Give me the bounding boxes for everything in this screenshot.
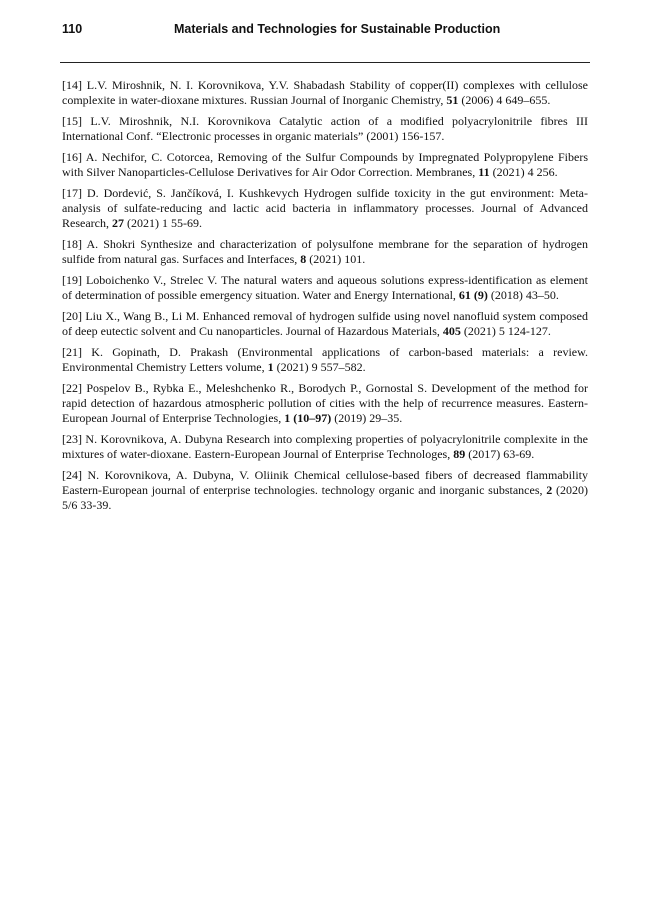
- reference-item: [62, 381, 588, 426]
- reference-volume: 1 (10–97): [284, 411, 332, 425]
- reference-text: [20] Liu X., Wang B., Li M. Enhanced removal of hydrogen sulfide using novel nanofluid system composed of deep eutectic solvent and Cu nanoparticles. Journal of Hazardous Materials,: [62, 309, 588, 338]
- reference-volume: 51: [446, 93, 459, 107]
- reference-volume: 27: [111, 216, 124, 230]
- reference-tail: (2021) 1 55-69.: [123, 216, 202, 230]
- reference-volume: 61 (9): [458, 288, 488, 302]
- reference-item: [62, 150, 588, 180]
- reference-volume: 11: [478, 165, 490, 179]
- reference-item: [62, 237, 588, 267]
- reference-text: [23] N. Korovnikova, A. Dubyna Research into complexing properties of polyacrylonitrile complexite in the mixtures of water-dioxane. Eastern-European Journal of Enterprise Technologes,: [62, 432, 588, 461]
- header-rule: [60, 62, 590, 63]
- reference-item: [62, 468, 588, 513]
- reference-text: [17] D. Dordević, S. Jančíková, I. Kushkevych Hydrogen sulfide toxicity in the gut environment: Meta-analysis of sulfate-reducing and lactic acid bacteria in inflammatory processes. Journal of Advanced Research,: [62, 186, 588, 230]
- reference-text: [18] A. Shokri Synthesize and characterization of polysulfone membrane for the separation of hydrogen sulfide from natural gas. Surfaces and Interfaces,: [62, 237, 588, 266]
- reference-tail: (2021) 101.: [306, 252, 366, 266]
- reference-tail: (2021) 5 124-127.: [460, 324, 551, 338]
- running-title: Materials and Technologies for Sustainable Production: [174, 22, 501, 36]
- reference-tail: (2018) 43–50.: [487, 288, 559, 302]
- reference-text: [19] Loboichenko V., Strelec V. The natural waters and aqueous solutions express-identification as element of determination of possible emergency situation. Water and Energy International,: [62, 273, 588, 302]
- reference-item: [62, 186, 588, 231]
- page-header: [62, 22, 588, 44]
- reference-tail: (2017) 63-69.: [465, 447, 535, 461]
- reference-item: [62, 345, 588, 375]
- reference-tail: (2019) 29–35.: [331, 411, 403, 425]
- reference-text: [16] A. Nechifor, C. Cotorcea, Removing of the Sulfur Compounds by Impregnated Polypropylene Fibers with Silver Nanoparticles-Cellulose Derivatives for Air Odor Correction. Membranes,: [62, 150, 588, 179]
- reference-volume: 1: [267, 360, 274, 374]
- reference-item: [62, 309, 588, 339]
- reference-item: [62, 432, 588, 462]
- reference-text: [22] Pospelov B., Rybka E., Meleshchenko R., Borodych P., Gornostal S. Development of the method for rapid detection of hazardous atmospheric pollution of cities with the help of recurrence measures. Eastern-European Journal of Enterprise Technologies,: [62, 381, 588, 425]
- reference-tail: (2021) 4 256.: [489, 165, 558, 179]
- reference-text: [14] L.V. Miroshnik, N. I. Korovnikova, Y.V. Shabadash Stability of copper(II) complexes with cellulose complexite in water-dioxane mixtures. Russian Journal of Inorganic Chemistry,: [62, 78, 588, 107]
- reference-tail: (2021) 9 557–582.: [273, 360, 366, 374]
- reference-text: [24] N. Korovnikova, A. Dubyna, V. Oliinik Chemical cellulose-based fibers of decreased flammability Eastern-European journal of enterprise technologies. technology organic and inorganic substances,: [62, 468, 588, 497]
- reference-volume: 405: [442, 324, 461, 338]
- page-number: 110: [62, 22, 83, 36]
- reference-volume: 89: [453, 447, 466, 461]
- reference-text: [21] K. Gopinath, D. Prakash (Environmental applications of carbon-based materials: a review. Environmental Chemistry Letters volume,: [62, 345, 588, 374]
- reference-volume: 8: [300, 252, 307, 266]
- reference-item: [62, 273, 588, 303]
- reference-text: [15] L.V. Miroshnik, N.I. Korovnikova Catalytic action of a modified polyacrylonitrile fibres III International Conf. “Electronic processes in organic materials” (2001) 156-157.: [62, 114, 588, 143]
- reference-volume: 2: [546, 483, 553, 497]
- reference-tail: (2020) 5/6 33-39.: [62, 483, 588, 512]
- reference-item: [62, 78, 588, 108]
- reference-item: [62, 114, 588, 144]
- reference-tail: (2006) 4 649–655.: [458, 93, 551, 107]
- reference-list: [62, 78, 588, 519]
